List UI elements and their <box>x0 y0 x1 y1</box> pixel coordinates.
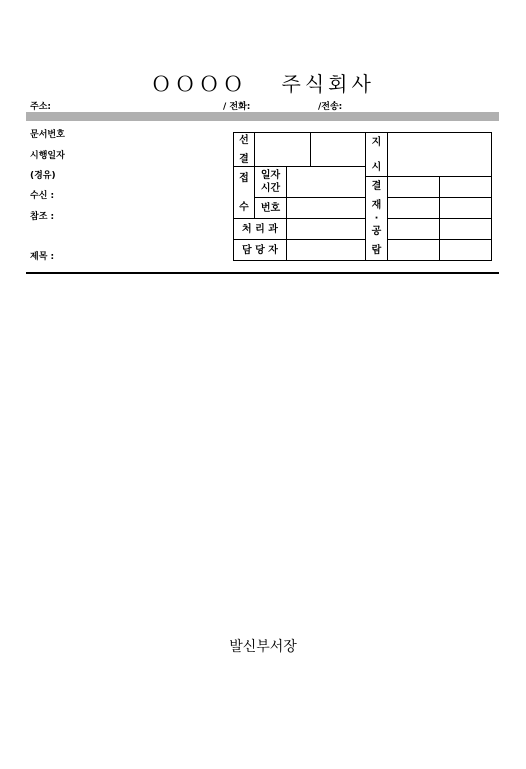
company-title: ＯＯＯＯ 주식회사 <box>151 72 375 96</box>
gyeoljae-entry-3b <box>440 219 492 240</box>
processing-dept-entry <box>287 219 366 240</box>
gyeoljae-char-4: 공 <box>371 226 382 237</box>
reference-label: 참조 : <box>30 212 55 222</box>
gyeoljae-char-5: 람 <box>371 245 382 256</box>
gyeoljae-entry-1a <box>388 177 440 198</box>
gyeoljae-char-1: 결 <box>371 181 382 192</box>
gyeoljae-entry-1b <box>440 177 492 198</box>
jisi-char-2: 시 <box>371 161 382 173</box>
subject-label: 제목 : <box>30 252 55 262</box>
processing-dept-label: 처 리 과 <box>234 219 287 240</box>
header-band <box>26 112 499 121</box>
date-label: 일자 <box>260 170 281 181</box>
gyeoljae-char-3: · <box>374 213 379 224</box>
fax-label: /전송: <box>318 102 343 112</box>
via-label: (경유) <box>30 171 56 181</box>
enforce-date-label: 시행일자 <box>30 151 65 161</box>
date-time-entry <box>287 167 366 198</box>
seongyeol-char-2: 결 <box>239 153 249 165</box>
gyeoljae-entry-2a <box>388 198 440 219</box>
seongyeol-entry-2 <box>311 133 366 167</box>
seongyeol-cell <box>234 133 255 167</box>
person-in-charge-entry <box>287 240 366 261</box>
seongyeol-char-1: 선 <box>239 134 249 146</box>
jeopsu-char-1: 접 <box>239 172 249 184</box>
jisi-cell <box>366 133 388 177</box>
jisi-entry <box>388 133 492 177</box>
gyeoljae-entry-4a <box>388 240 440 261</box>
date-time-cell <box>255 167 287 198</box>
time-label: 시간 <box>260 183 281 194</box>
person-in-charge-label: 담 당 자 <box>234 240 287 261</box>
gyeoljae-char-2: 재 <box>371 200 382 211</box>
jisi-char-1: 지 <box>371 136 382 148</box>
number-entry <box>287 198 366 219</box>
gyeoljae-entry-4b <box>440 240 492 261</box>
number-label: 번호 <box>255 198 287 219</box>
doc-number-label: 문서번호 <box>30 130 65 140</box>
gyeoljae-entry-3a <box>388 219 440 240</box>
address-label: 주소: <box>30 102 51 112</box>
jeopsu-char-2: 수 <box>239 201 249 213</box>
gyeoljae-cell <box>366 177 388 261</box>
jeopsu-cell <box>234 167 255 219</box>
header-rule <box>26 272 499 274</box>
gyeoljae-entry-2b <box>440 198 492 219</box>
seongyeol-entry-1 <box>255 133 311 167</box>
approval-table <box>233 132 492 261</box>
phone-label: / 전화: <box>223 102 251 112</box>
recipient-label: 수신 : <box>30 191 55 201</box>
sender-department-head: 발신부서장 <box>229 639 297 655</box>
